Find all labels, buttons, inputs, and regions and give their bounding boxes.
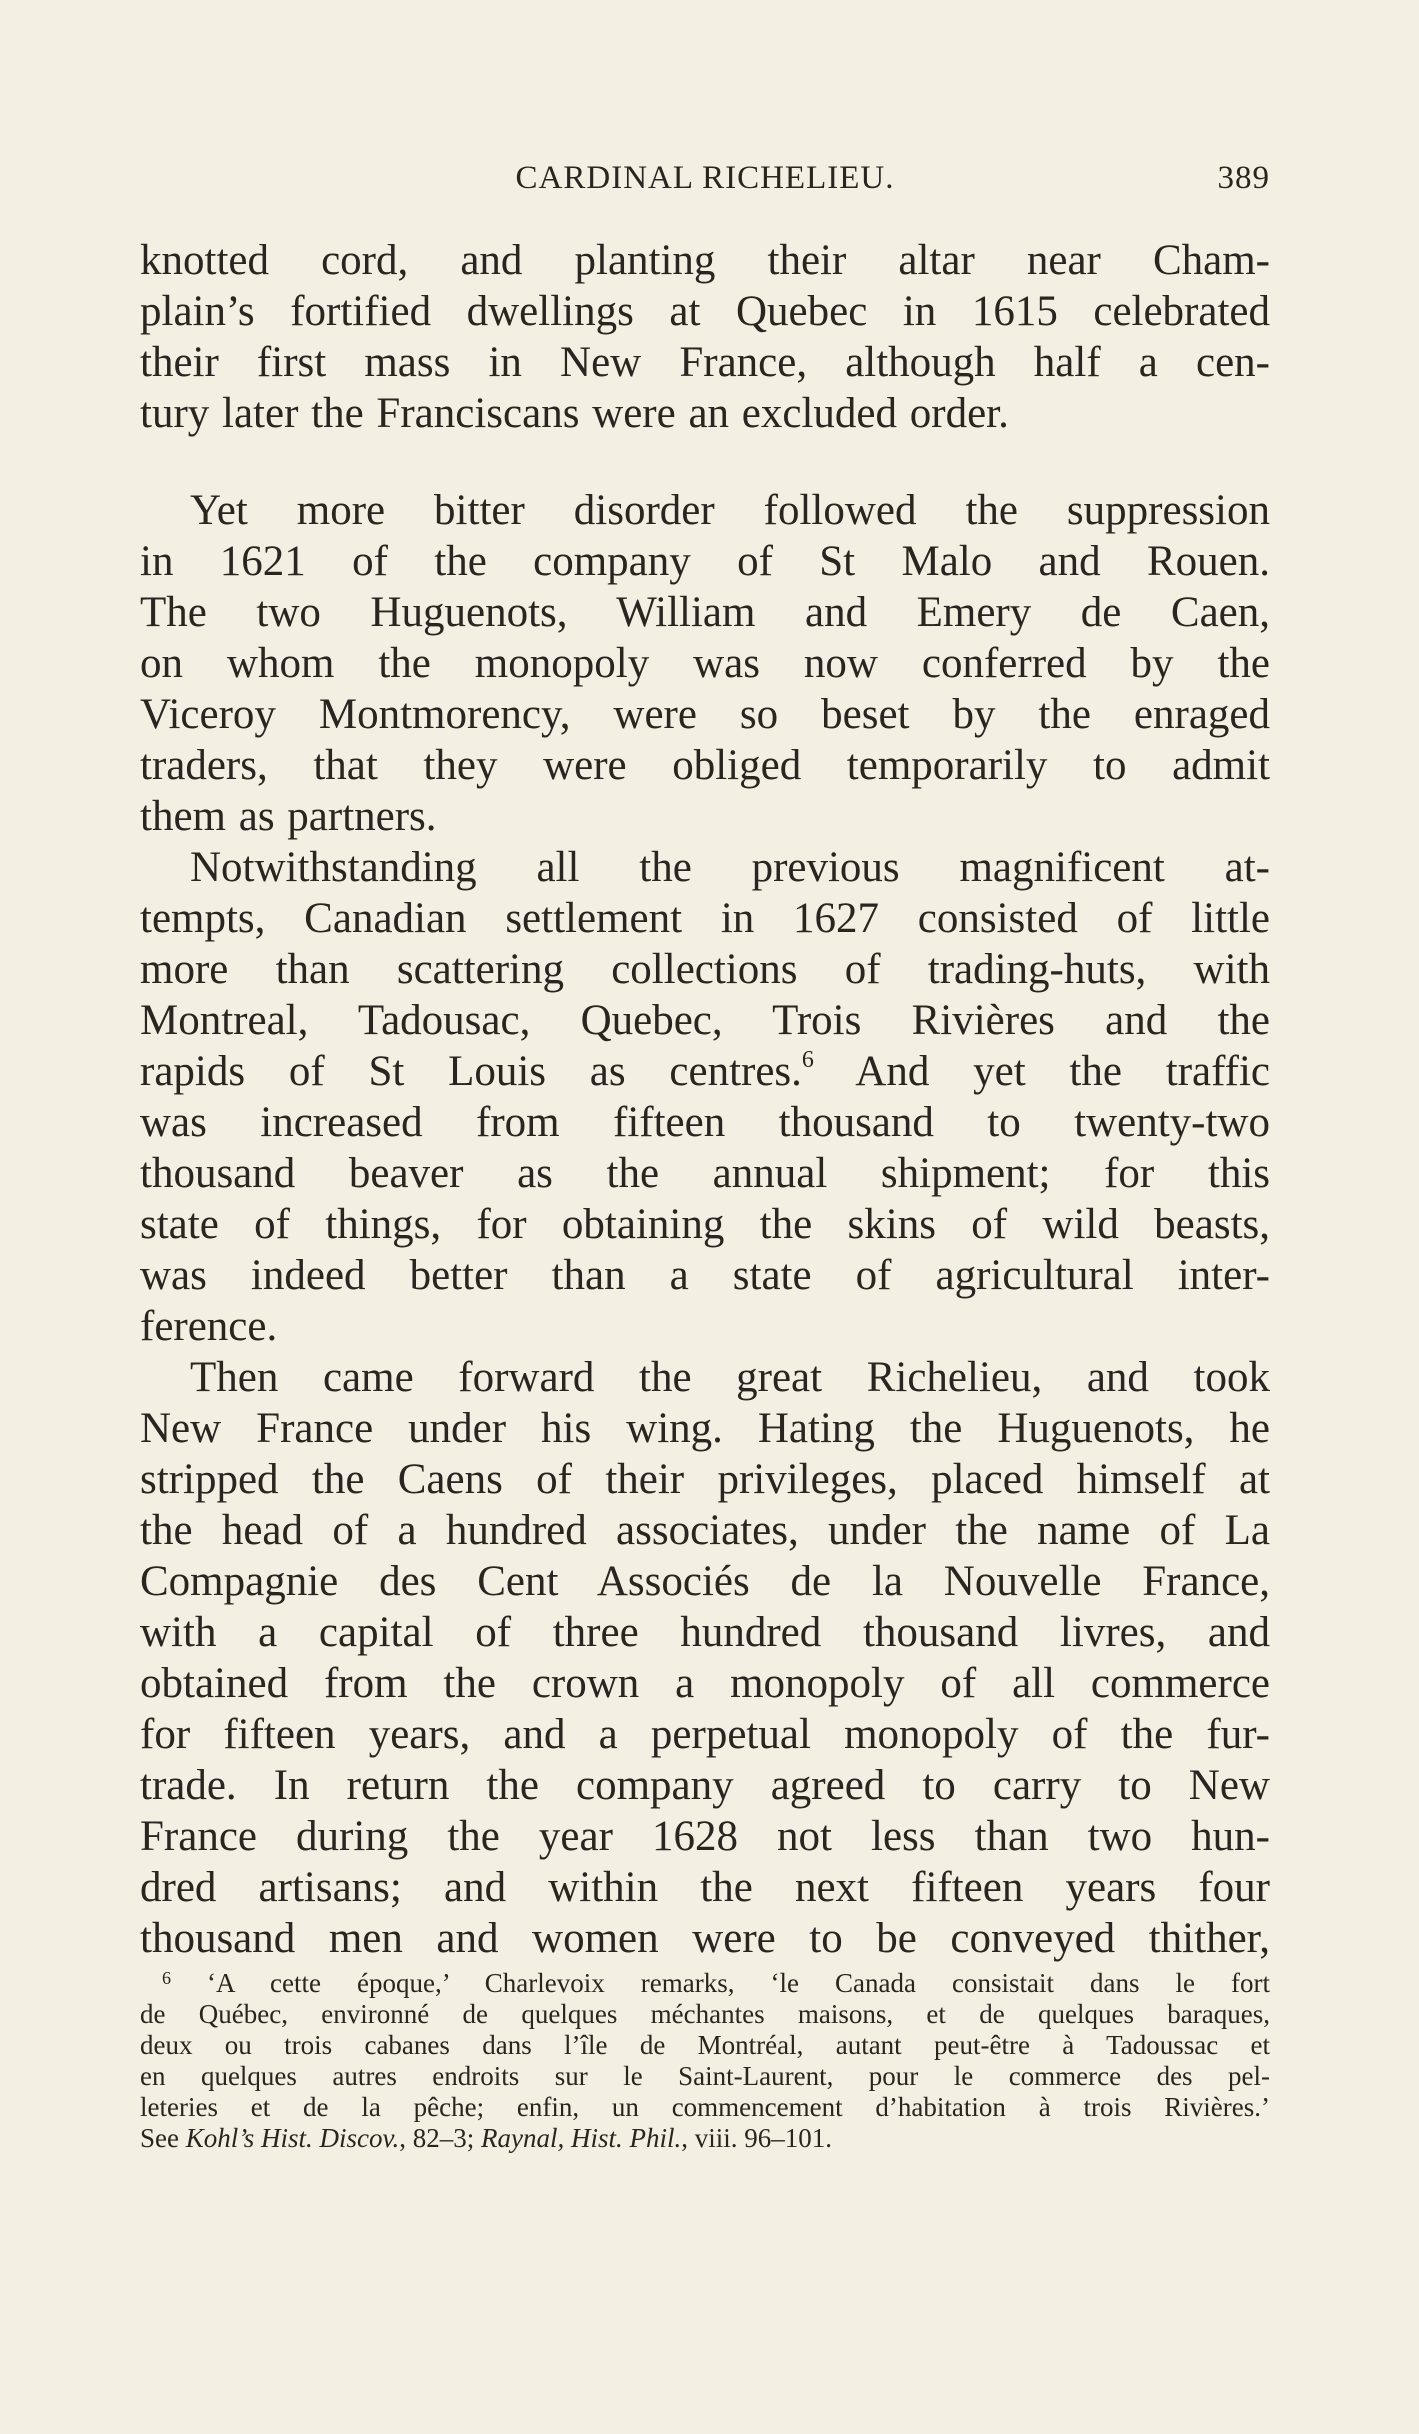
citation-reference: , 82–3; (399, 2123, 482, 2153)
text-line: Compagnie des Cent Associés de la Nouvelle France, (140, 1558, 1270, 1605)
text-line: thousand beaver as the annual shipment; for this (140, 1150, 1270, 1197)
text-line: thousand men and women were to be conveyed thither, (140, 1915, 1270, 1962)
running-head-title: CARDINAL RICHELIEU. (515, 160, 895, 196)
text-line: was indeed better than a state of agricultural inter- (140, 1252, 1270, 1299)
text-line: knotted cord, and planting their altar near Cham- (140, 237, 1270, 284)
footnote-line: de Québec, environné de quelques méchantes maisons, et de quelques baraques, (140, 1999, 1270, 2029)
paragraph (140, 235, 1270, 439)
text-line: trade. In return the company agreed to carry to New (140, 1762, 1270, 1809)
text-line: New France under his wing. Hating the Huguenots, he (140, 1405, 1270, 1452)
footnote-line: deux ou trois cabanes dans l’île de Montréal, autant peut-être à Tadoussac et (140, 2030, 1270, 2060)
footnote-citation (140, 2123, 1270, 2154)
paragraph (140, 1352, 1270, 1964)
text-segment: rapids of St Louis as centres. (140, 1048, 802, 1095)
footnote-line: en quelques autres endroits sur le Saint-Laurent, pour le commerce des pel- (140, 2061, 1270, 2091)
citation-reference: , viii. 96–101. (681, 2123, 833, 2153)
text-segment: And yet the traffic (813, 1048, 1270, 1095)
footnote-line: leteries et de la pêche; enfin, un commencement d’habitation à trois Rivières.’ (140, 2092, 1270, 2122)
text-line: France during the year 1628 not less than two hun- (140, 1813, 1270, 1860)
text-line: in 1621 of the company of St Malo and Rouen. (140, 538, 1270, 585)
text-line: Then came forward the great Richelieu, and took (190, 1354, 1270, 1401)
text-line: The two Huguenots, William and Emery de Caen, (140, 589, 1270, 636)
footnote-line (140, 1968, 1270, 1999)
text-line: dred artisans; and within the next fifteen years four (140, 1864, 1270, 1911)
text-line: Viceroy Montmorency, were so beset by the enraged (140, 691, 1270, 738)
body-text (140, 235, 1270, 1964)
footnote-mark: 6 (162, 1968, 171, 1988)
text-line: obtained from the crown a monopoly of all commerce (140, 1660, 1270, 1707)
citation-see: See (140, 2123, 186, 2153)
paragraph (140, 485, 1270, 842)
footnotes (140, 1968, 1270, 2154)
text-line: the head of a hundred associates, under the name of La (140, 1507, 1270, 1554)
citation-work: Kohl’s Hist. Discov. (185, 2123, 400, 2153)
text-line: ference. (140, 1303, 278, 1350)
text-line: for fifteen years, and a perpetual monopoly of the fur- (140, 1711, 1270, 1758)
text-line-with-note (140, 1046, 1270, 1097)
text-line: more than scattering collections of trading-huts, with (140, 946, 1270, 993)
footnote-text: ‘A cette époque,’ Charlevoix remarks, ‘le Canada consistait dans le fort (207, 1968, 1270, 1998)
text-line: Montreal, Tadousac, Quebec, Trois Rivières and the (140, 997, 1270, 1044)
paragraph-gap (140, 439, 1270, 485)
text-line: with a capital of three hundred thousand livres, and (140, 1609, 1270, 1656)
text-line: state of things, for obtaining the skins of wild beasts, (140, 1201, 1270, 1248)
text-line: Yet more bitter disorder followed the suppression (190, 487, 1270, 534)
text-line: them as partners. (140, 793, 437, 840)
text-line: plain’s fortified dwellings at Quebec in 1615 celebrated (140, 288, 1270, 335)
text-line: their first mass in New France, although half a cen- (140, 339, 1270, 386)
text-line: was increased from fifteen thousand to twenty-two (140, 1099, 1270, 1146)
text-line: stripped the Caens of their privileges, placed himself at (140, 1456, 1270, 1503)
running-head (140, 160, 1270, 210)
text-line: tempts, Canadian settlement in 1627 consisted of little (140, 895, 1270, 942)
text-line: on whom the monopoly was now conferred by the (140, 640, 1270, 687)
paragraph (140, 842, 1270, 1352)
text-line: tury later the Franciscans were an excluded order. (140, 390, 1009, 437)
citation-work: Raynal, Hist. Phil. (481, 2123, 682, 2153)
text-line: Notwithstanding all the previous magnificent at- (190, 844, 1270, 891)
text-line: traders, that they were obliged temporarily to admit (140, 742, 1270, 789)
footnote-reference: 6 (801, 1047, 814, 1073)
page-number: 389 (1217, 160, 1270, 196)
